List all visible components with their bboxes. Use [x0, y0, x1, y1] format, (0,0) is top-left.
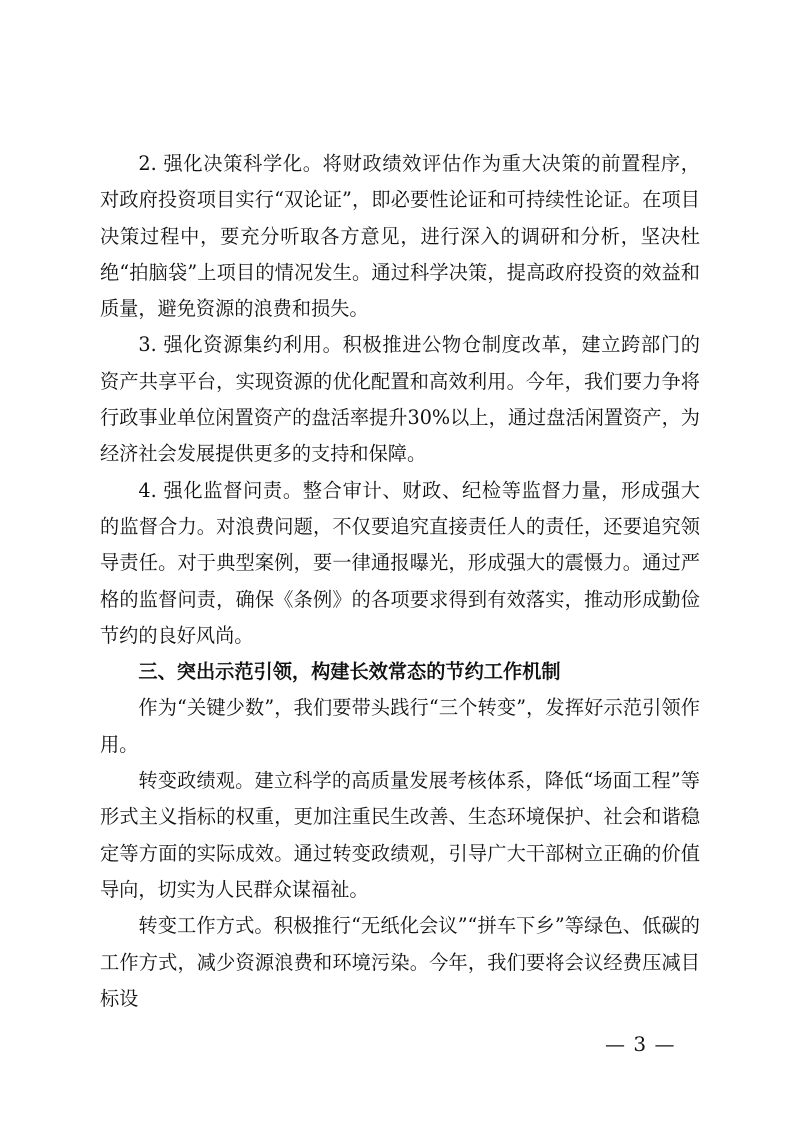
paragraph-supervision-accountability: 4. 强化监督问责。整合审计、财政、纪检等监督力量，形成强大的监督合力。对浪费问题，不仅要追究直接责任人的责任，还要追究领导责任。对于典型案例，要一律通报曝光，形成强大的震慑力。通过严格的监督问责，确保《条例》的各项要求得到有效落实，推动形成勤俭节约的良好风尚。 [100, 478, 700, 647]
paragraph-work-style: 转变工作方式。积极推行“无纸化会议”“拼车下乡”等绿色、低碳的工作方式，减少资源浪费和环境污染。今年，我们要将会议经费压减目标设 [100, 914, 700, 1010]
paragraph-resource-utilization: 3. 强化资源集约利用。积极推进公物仓制度改革，建立跨部门的资产共享平台，实现资源的优化配置和高效利用。今年，我们要力争将行政事业单位闲置资产的盘活率提升30%以上，通过盘活闲置资产，为经济社会发展提供更多的支持和保障。 [100, 333, 700, 466]
section-heading: 三、突出示范引领，构建长效常态的节约工作机制 [138, 660, 561, 684]
paragraph-performance-view: 转变政绩观。建立科学的高质量发展考核体系，降低“场面工程”等形式主义指标的权重，更加注重民生改善、生态环境保护、社会和谐稳定等方面的实际成效。通过转变政绩观，引导广大干部树立正确的价值导向，切实为人民群众谋福祉。 [100, 769, 700, 901]
paragraph-key-minority: 作为“关键少数”，我们要带头践行“三个转变”，发挥好示范引领作用。 [100, 696, 700, 756]
paragraph-decision-making: 2. 强化决策科学化。将财政绩效评估作为重大决策的前置程序，对政府投资项目实行“双论证”，即必要性论证和可持续性论证。在项目决策过程中，要充分听取各方意见，进行深入的调研和分析，坚决杜绝“拍脑袋”上项目的情况发生。通过科学决策，提高政府投资的效益和质量，避免资源的浪费和损失。 [100, 152, 700, 321]
page-number: — 3 — [605, 1032, 676, 1056]
document-body [100, 146, 700, 1017]
